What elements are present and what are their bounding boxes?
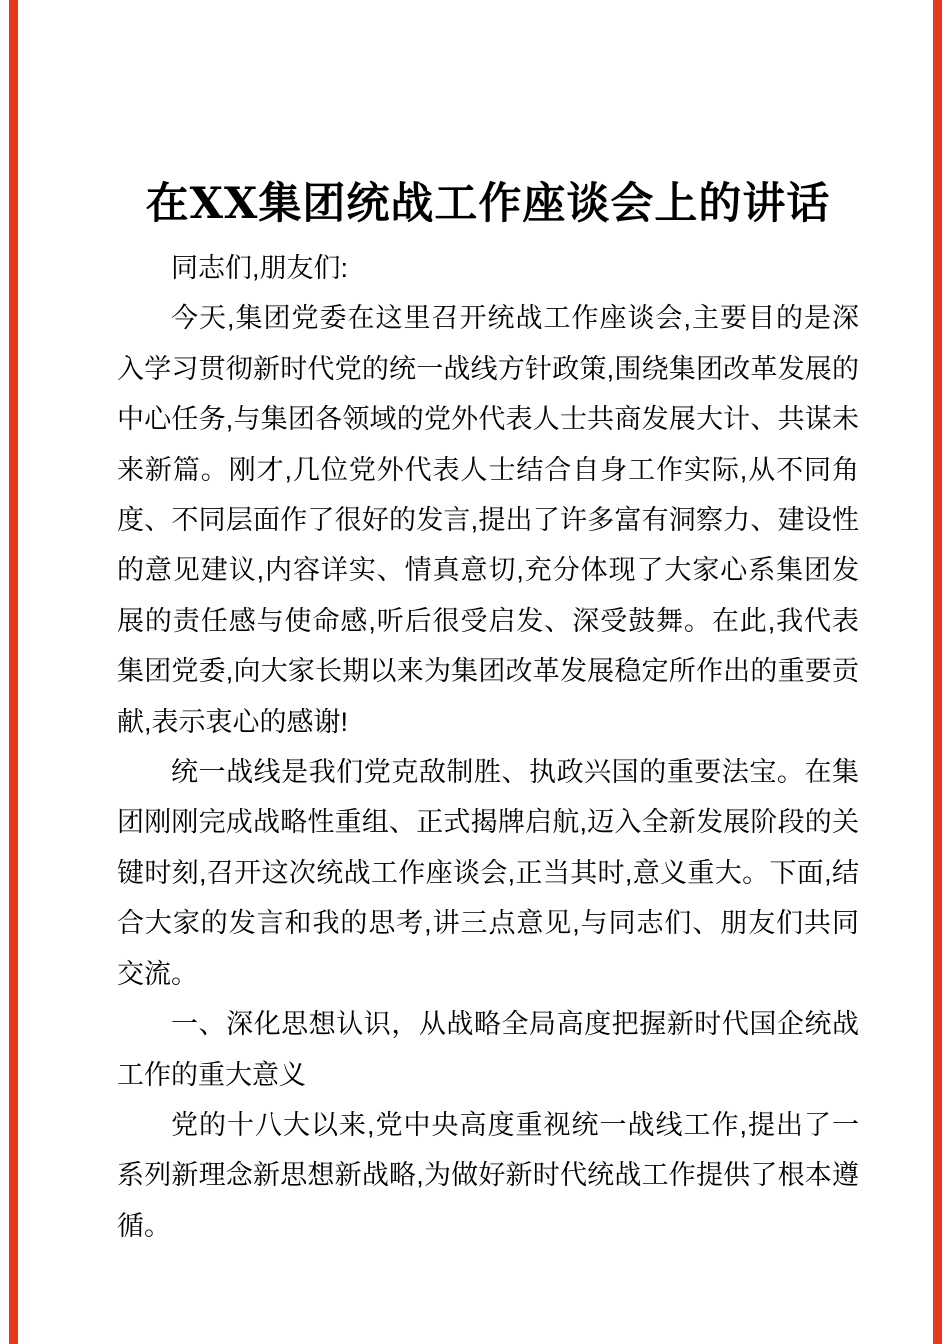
document-content bbox=[117, 0, 859, 1251]
paragraph: 党的十八大以来,党中央高度重视统一战线工作,提出了一系列新理念新思想新战略,为做好新时代统战工作提供了根本遵循。 bbox=[117, 1109, 859, 1241]
section-heading: 一、深化思想认识，从战略全局高度把握新时代国企统战工作的重大意义 bbox=[117, 1009, 859, 1090]
salutation-line: 同志们,朋友们: bbox=[171, 253, 349, 283]
paragraph: 今天,集团党委在这里召开统战工作座谈会,主要目的是深入学习贯彻新时代党的统一战线方针政策,围绕集团改革发展的中心任务,与集团各领域的党外代表人士共商发展大计、共谋未来新篇。刚才,几位党外代表人士结合自身工作实际,从不同角度、不同层面作了很好的发言,提出了许多富有洞察力、建设性的意见建议,内容详实、情真意切,充分体现了大家心系集团发展的责任感与使命感,听后很受启发、深受鼓舞。在此,我代表集团党委,向大家长期以来为集团改革发展稳定所作出的重要贡献,表示衷心的感谢! bbox=[117, 303, 859, 737]
right-margin-red-bar bbox=[933, 0, 942, 1344]
paragraph: 统一战线是我们党克敌制胜、执政兴国的重要法宝。在集团刚刚完成战略性重组、正式揭牌启航,迈入全新发展阶段的关键时刻,召开这次统战工作座谈会,正当其时,意义重大。下面,结合大家的发言和我的思考,讲三点意见,与同志们、朋友们共同交流。 bbox=[117, 757, 859, 989]
left-margin-red-bar bbox=[9, 0, 18, 1344]
document-body bbox=[117, 243, 859, 1251]
document-title: 在XX集团统战工作座谈会上的讲话 bbox=[145, 179, 831, 229]
